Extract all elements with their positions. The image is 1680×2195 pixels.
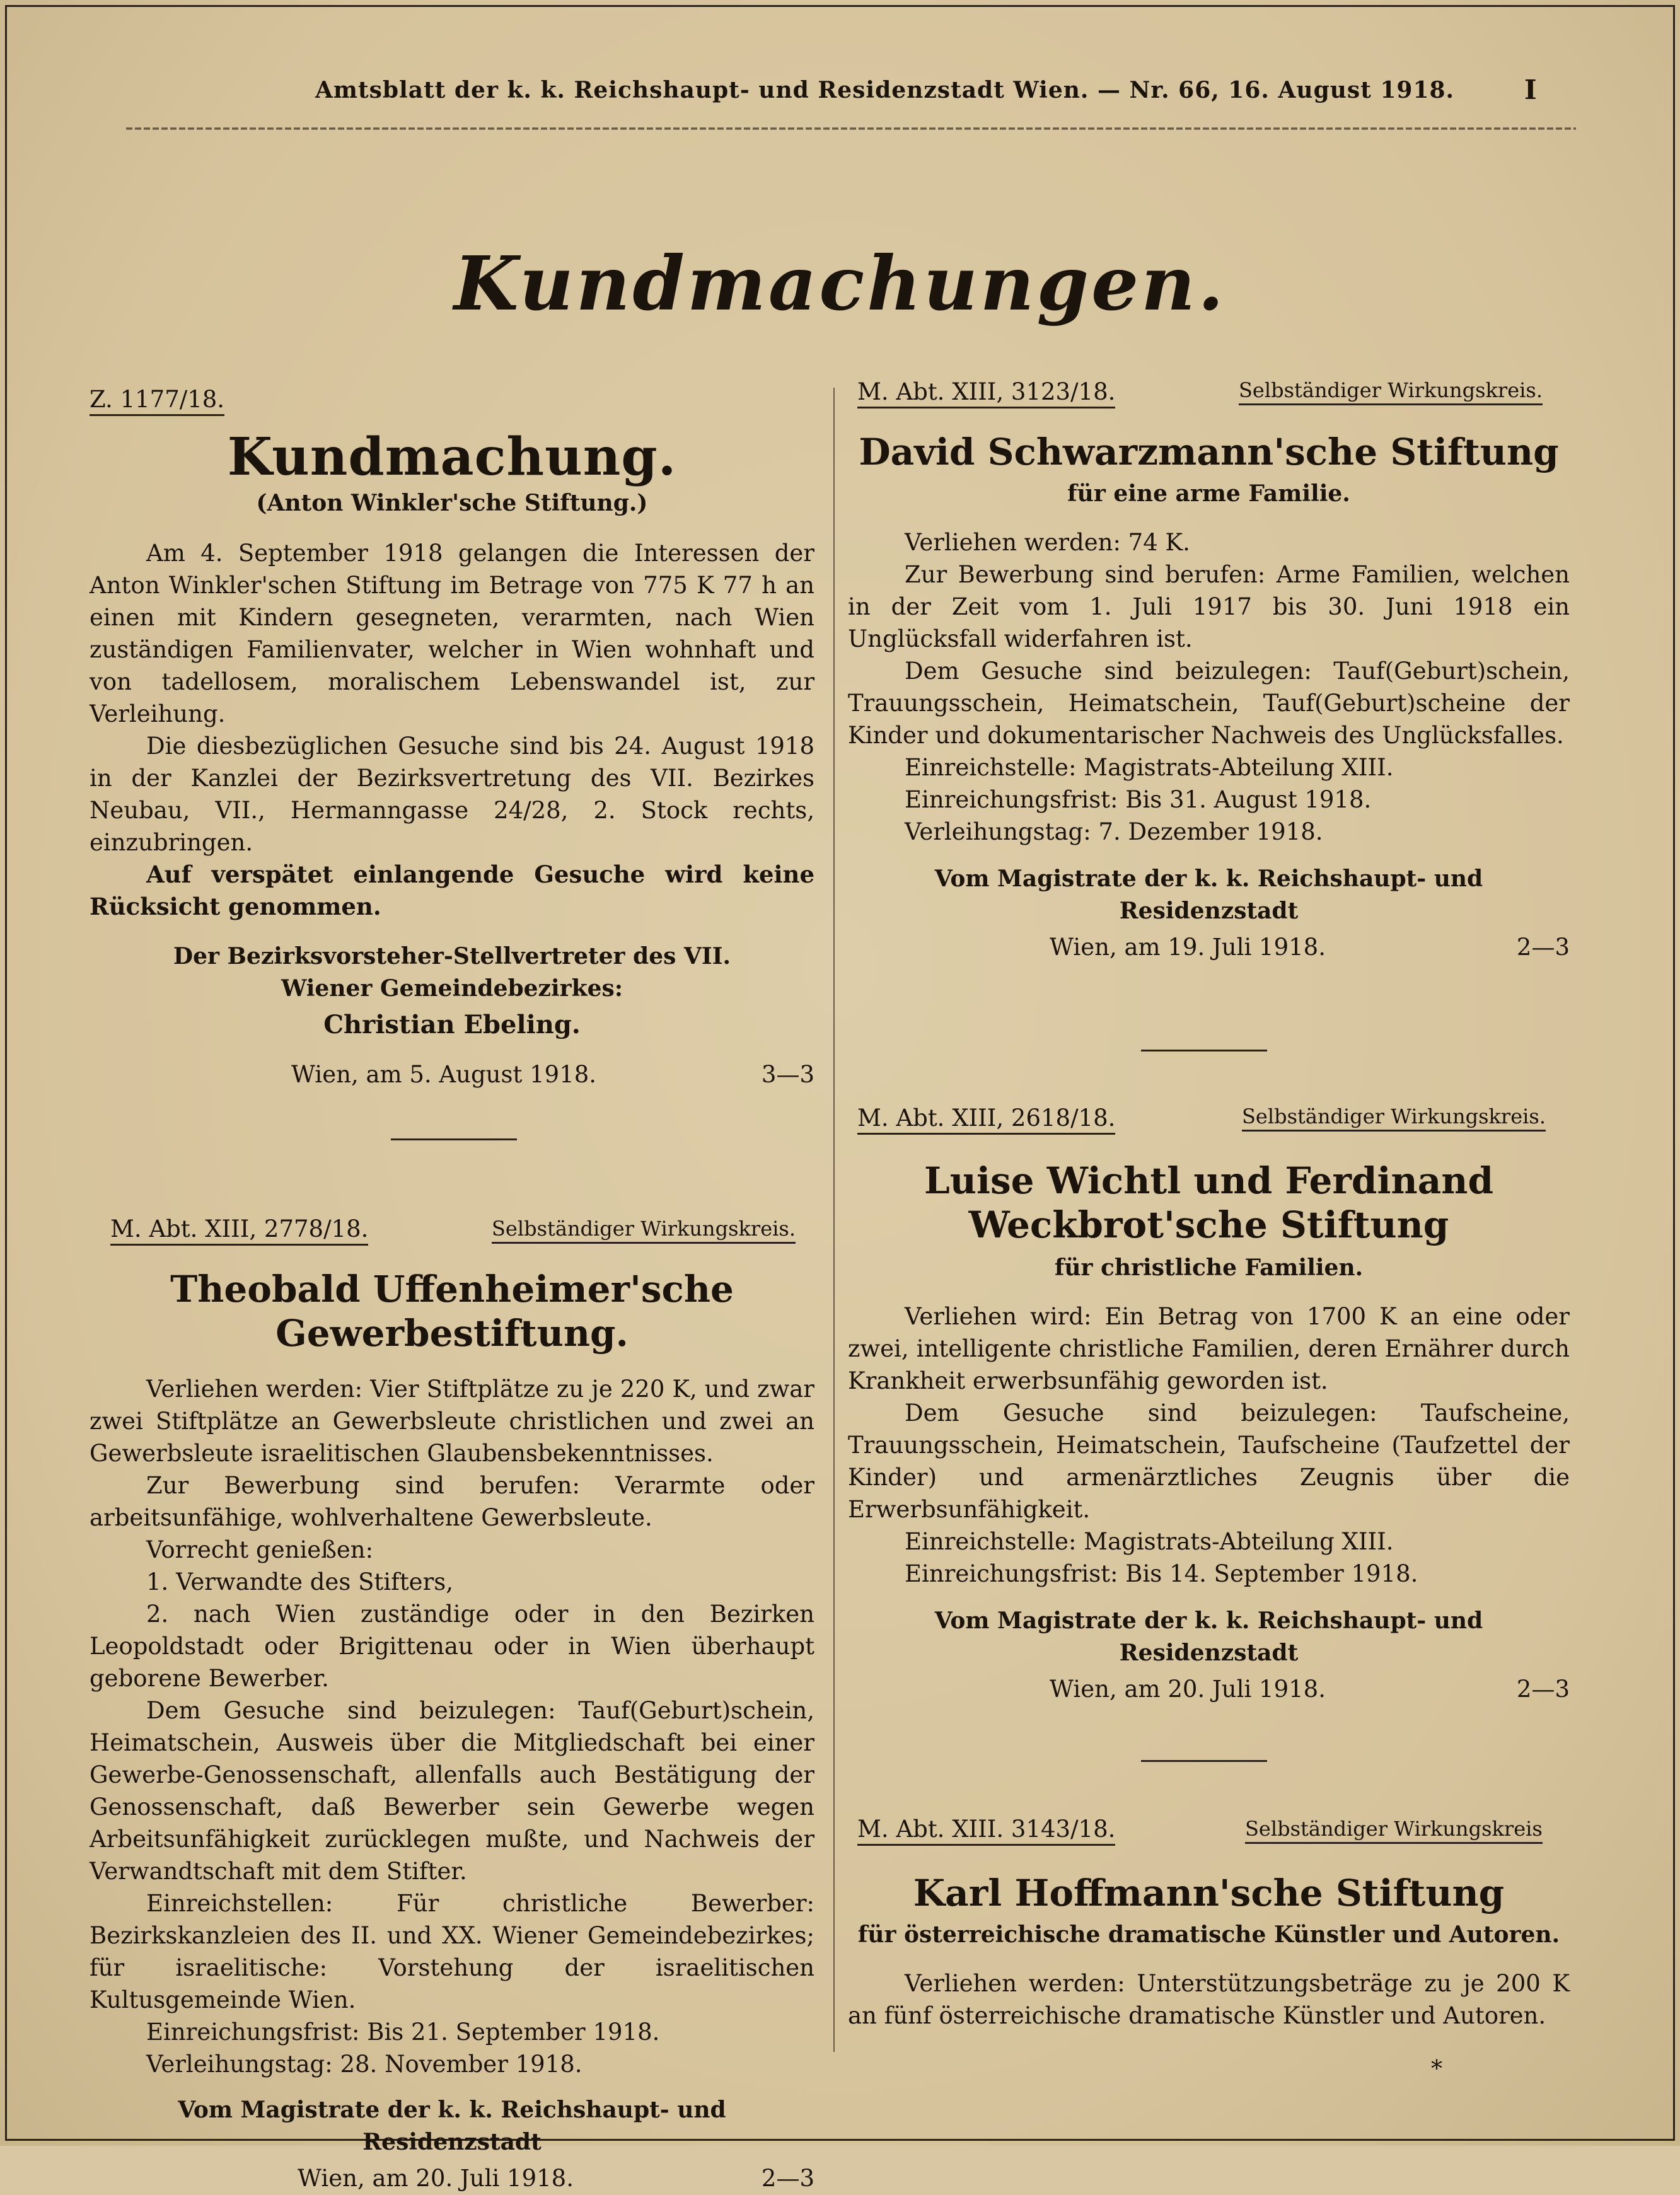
notice1-paragraph: Die diesbezüglichen Gesuche sind bis 24. August 1918 in der Kanzlei der Bezirksvertretung des VII. Bezirkes Neubau, VII., Hermanngasse 24/28, 2. Stock rechts, einzubringen.	[90, 733, 814, 856]
notice4-subtitle: für christliche Familien.	[1054, 1254, 1364, 1281]
notice2-ref-text: M. Abt. XIII, 2778/18.	[110, 1215, 368, 1246]
separator	[391, 1138, 517, 1140]
running-header: Amtsblatt der k. k. Reichshaupt- und Residenzstadt Wien. — Nr. 66, 16. August 1918.	[315, 77, 1455, 103]
notice3-paragraph: Zur Bewerbung sind berufen: Arme Familien, welchen in der Zeit vom 1. Juli 1917 bis 30. Juni 1918 ein Unglücksfall widerfahren ist.	[848, 561, 1570, 652]
notice3-title: David Schwarzmann'sche Stiftung	[859, 431, 1559, 473]
notice5-ref	[857, 1816, 1115, 1843]
notice3-date: Wien, am 19. Juli 1918.	[1050, 934, 1326, 961]
notice5-ref-text: M. Abt. XIII. 3143/18.	[857, 1816, 1115, 1846]
notice2-paragraph: Einreichungsfrist: Bis 21. September 1918.	[146, 2018, 660, 2046]
page-title: Kundmachungen.	[453, 240, 1227, 327]
notice3-paragraph: Verleihungstag: 7. Dezember 1918.	[905, 818, 1323, 845]
page-number: I	[1524, 74, 1537, 105]
notice2-title: Theobald Uffenheimer'sche Gewerbestiftung.	[170, 1268, 734, 1355]
notice2-paragraph: 1. Verwandte des Stifters,	[146, 1568, 454, 1596]
notice3-paragraph: Dem Gesuche sind beizulegen: Tauf(Geburt)schein, Trauungsschein, Heimatschein, Tauf(Geburt)scheine der Kinder und dokumentarischer Nachweis des Unglücksfalles.	[848, 657, 1570, 749]
notice2-signature: Vom Magistrate der k. k. Reichshaupt- und Residenzstadt	[178, 2097, 726, 2155]
notice4-ref	[857, 1104, 1115, 1132]
notice2-tag-text: Selbständiger Wirkungskreis.	[492, 1217, 796, 1244]
notice3-paragraph: Einreichungsfrist: Bis 31. August 1918.	[905, 786, 1372, 813]
column-divider	[833, 388, 835, 2052]
notice4-paragraph: Verliehen wird: Ein Betrag von 1700 K an eine oder zwei, intelligente christliche Familien, deren Ernährer durch Krankheit erwerbsunfähig geworden ist.	[848, 1303, 1570, 1394]
notice4-date: Wien, am 20. Juli 1918.	[1050, 1676, 1326, 1703]
notice3-ref	[857, 378, 1115, 405]
notice3-paragraph: Einreichstelle: Magistrats-Abteilung XIII.	[905, 754, 1394, 781]
notice4-paragraph: Einreichungsfrist: Bis 14. September 1918.	[905, 1560, 1418, 1587]
notice2-paragraph: Dem Gesuche sind beizulegen: Tauf(Geburt)schein, Heimatschein, Ausweis über die Mitgliedschaft bei einer Gewerbe-Genossenschaft, allenfalls auch Bestätigung der Genossenschaft, daß Bewerber sein Gewerbe wegen Arbeitsunfähigkeit zurücklegen mußte, und Nachweis der Verwandtschaft mit dem Stifter.	[90, 1697, 814, 1885]
notice1-paragraph: Am 4. September 1918 gelangen die Interessen der Anton Winkler'schen Stiftung im Betrage von 775 K 77 h an einen mit Kindern gesegneten, verarmten, nach Wien zuständigen Familienvater, welcher in Wien wohnhaft und von tadellosem, moralischem Lebenswandel ist, zur Verleihung.	[90, 540, 814, 727]
notice3-count: 2—3	[1516, 934, 1570, 961]
notice2-paragraph: Vorrecht genießen:	[146, 1536, 374, 1563]
notice4-paragraph: Einreichstelle: Magistrats-Abteilung XIII.	[905, 1528, 1394, 1555]
notice2-ref	[110, 1215, 368, 1242]
notice1-ref	[90, 386, 224, 413]
notice2-paragraph: Zur Bewerbung sind berufen: Verarmte oder arbeitsunfähige, wohlverhaltene Gewerbsleute.	[90, 1472, 814, 1531]
notice1-signature-name: Christian Ebeling.	[323, 1010, 581, 1040]
notice3-signature: Vom Magistrate der k. k. Reichshaupt- und Residenzstadt	[934, 866, 1483, 924]
separator	[1141, 1050, 1267, 1051]
notice1-ref-text: Z. 1177/18.	[90, 386, 224, 416]
notice2-paragraph: Einreichstellen: Für christliche Bewerber: Bezirkskanzleien des II. und XX. Wiener Gemeindebezirkes; für israelitische: Vorstehung der israelitischen Kultusgemeinde Wien.	[90, 1890, 814, 2013]
notice1-count: 3—3	[761, 1061, 814, 1088]
notice4-dateline	[848, 1673, 1570, 1706]
notice2-paragraph: 2. nach Wien zuständige oder in den Bezirken Leopoldstadt oder Brigittenau oder in Wien überhaupt geborene Bewerber.	[90, 1601, 814, 1692]
notice2-dateline	[90, 2162, 814, 2195]
notice2-paragraph: Verliehen werden: Vier Stiftplätze zu je 220 K, und zwar zwei Stiftplätze an Gewerbsleute christlichen und zwei an Gewerbsleute israelitischen Glaubensbekenntnisses.	[90, 1375, 814, 1467]
continuation-mark: *	[1431, 2056, 1442, 2082]
notice5-paragraph: Verliehen werden: Unterstützungsbeträge zu je 200 K an fünf österreichische dramatische Künstler und Autoren.	[848, 1970, 1570, 2029]
notice1-title: Kundmachung.	[227, 427, 677, 487]
notice4-title: Luise Wichtl und Ferdinand Weckbrot'sche Stiftung	[924, 1159, 1493, 1246]
notice5-tag	[1245, 1817, 1543, 1841]
notice1-dateline	[90, 1058, 814, 1091]
notice1-paragraph: Auf verspätet einlangende Gesuche wird keine Rücksicht genommen.	[90, 860, 814, 920]
notice2-tag	[492, 1217, 796, 1241]
notice5-tag-text: Selbständiger Wirkungskreis	[1245, 1817, 1543, 1844]
notice2-paragraph: Verleihungstag: 28. November 1918.	[146, 2051, 582, 2078]
notice4-ref-text: M. Abt. XIII, 2618/18.	[857, 1104, 1115, 1135]
notice5	[848, 1871, 1570, 2032]
notice5-subtitle: für österreichische dramatische Künstler und Autoren.	[857, 1921, 1560, 1948]
notice3-paragraph: Verliehen werden: 74 K.	[905, 529, 1190, 556]
notice4-tag-text: Selbständiger Wirkungskreis.	[1242, 1104, 1546, 1132]
notice2	[90, 1267, 814, 2195]
notice5-title: Karl Hoffmann'sche Stiftung	[913, 1872, 1505, 1914]
notice3	[848, 430, 1570, 964]
notice4-tag	[1242, 1104, 1546, 1128]
notice4-signature: Vom Magistrate der k. k. Reichshaupt- und Residenzstadt	[934, 1607, 1483, 1666]
notice3-dateline	[848, 931, 1570, 964]
notice1-date: Wien, am 5. August 1918.	[291, 1061, 597, 1088]
notice4	[848, 1159, 1570, 1706]
notice3-subtitle: für eine arme Familie.	[1067, 480, 1350, 507]
notice1-signature-title: Der Bezirksvorsteher-Stellvertreter des VII. Wiener Gemeindebezirkes:	[173, 943, 731, 1002]
separator	[1141, 1760, 1267, 1762]
notice1	[90, 427, 814, 1091]
notice2-date: Wien, am 20. Juli 1918.	[298, 2165, 574, 2192]
notice4-paragraph: Dem Gesuche sind beizulegen: Taufscheine, Trauungsschein, Heimatschein, Taufscheine (Taufzettel der Kinder) und armenärztliches Zeugnis über die Erwerbsunfähigkeit.	[848, 1399, 1570, 1523]
notice2-count: 2—3	[761, 2165, 814, 2192]
notice3-tag-text: Selbständiger Wirkungskreis.	[1239, 378, 1543, 405]
notice4-count: 2—3	[1516, 1676, 1570, 1703]
notice3-ref-text: M. Abt. XIII, 3123/18.	[857, 378, 1115, 408]
notice1-subtitle: (Anton Winkler'sche Stiftung.)	[256, 490, 648, 516]
notice3-tag	[1239, 378, 1543, 402]
